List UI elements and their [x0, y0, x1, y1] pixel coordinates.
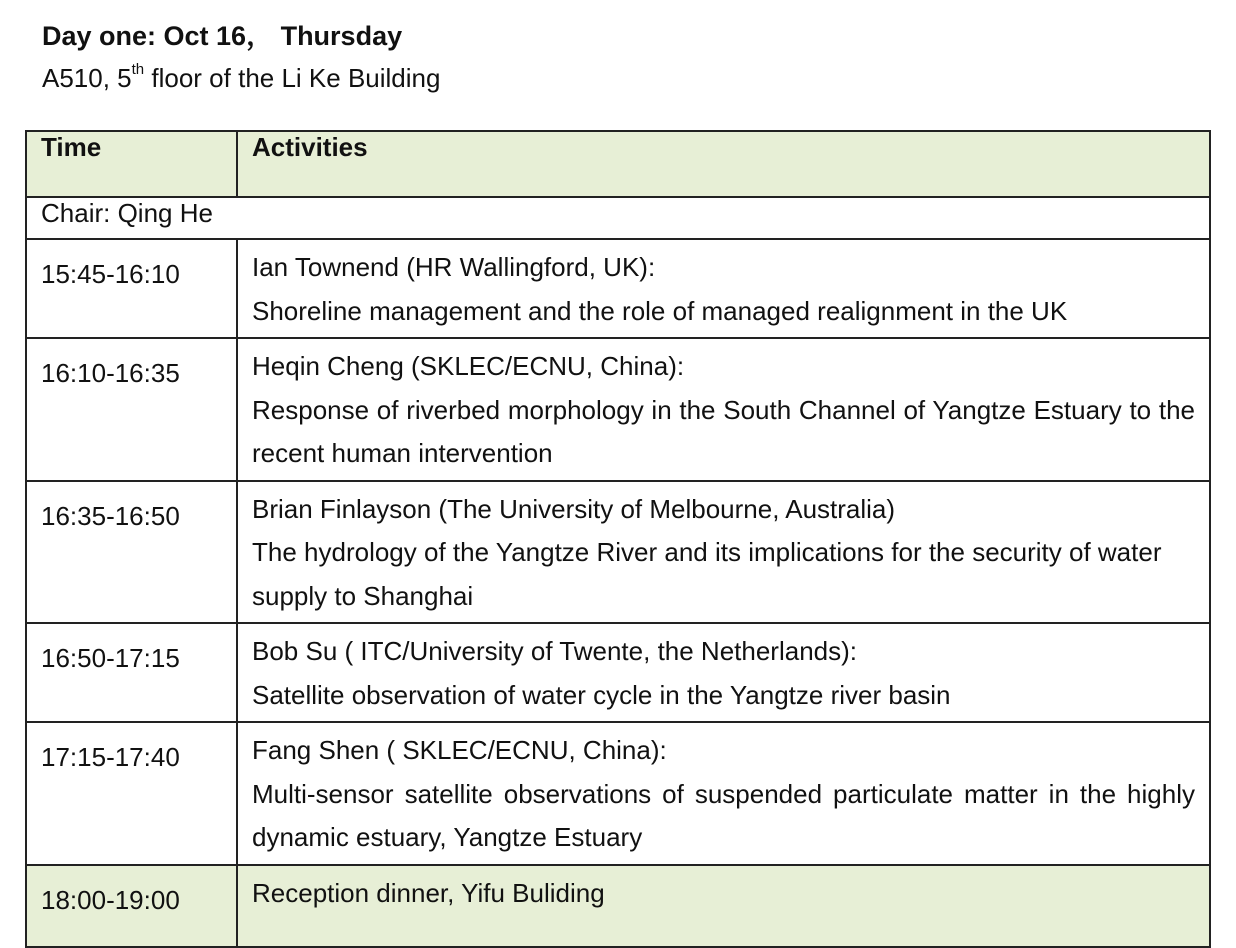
dinner-row	[26, 865, 1210, 947]
activity-cell	[237, 239, 1210, 338]
session-row	[26, 239, 1210, 338]
activity-cell	[237, 481, 1210, 624]
table-header-row	[26, 131, 1210, 197]
location-line	[42, 60, 440, 96]
dinner-time-cell: 18:00-19:00	[26, 865, 237, 947]
speaker-line: Heqin Cheng (SKLEC/ECNU, China):	[252, 351, 685, 381]
activities-column-header: Activities	[237, 131, 1210, 197]
session-row	[26, 722, 1210, 865]
schedule-header	[42, 18, 440, 96]
time-column-header: Time	[26, 131, 237, 197]
session-row	[26, 338, 1210, 481]
location-prefix: A510, 5	[42, 63, 132, 93]
activity-cell	[237, 623, 1210, 722]
activity-cell	[237, 722, 1210, 865]
activity-cell	[237, 338, 1210, 481]
speaker-line: Ian Townend (HR Wallingford, UK):	[252, 252, 656, 282]
time-cell: 15:45-16:10	[26, 239, 237, 338]
time-cell: 16:10-16:35	[26, 338, 237, 481]
speaker-line: Fang Shen ( SKLEC/ECNU, China):	[252, 735, 667, 765]
schedule-table	[25, 130, 1211, 948]
speaker-line: Bob Su ( ITC/University of Twente, the Netherlands):	[252, 636, 858, 666]
chair-cell: Chair: Qing He	[26, 197, 1210, 239]
talk-title: Multi-sensor satellite observations of suspended particulate matter in the highly dynamic estuary, Yangtze Estuary	[252, 778, 1195, 852]
session-row	[26, 481, 1210, 624]
location-superscript: th	[131, 61, 145, 78]
time-cell: 16:50-17:15	[26, 623, 237, 722]
session-row	[26, 623, 1210, 722]
talk-title: Shoreline management and the role of managed realignment in the UK	[252, 295, 1068, 326]
speaker-line: Brian Finlayson (The University of Melbourne, Australia)	[252, 493, 896, 524]
chair-row	[26, 197, 1210, 239]
time-cell: 16:35-16:50	[26, 481, 237, 624]
time-cell: 17:15-17:40	[26, 722, 237, 865]
talk-title: Satellite observation of water cycle in the Yangtze river basin	[252, 679, 951, 710]
talk-title: Response of riverbed morphology in the South Channel of Yangtze Estuary to the recent human intervention	[252, 394, 1195, 468]
talk-title: The hydrology of the Yangtze River and its implications for the security of water supply to Shanghai	[252, 537, 1162, 611]
day-title: Day one: Oct 16， Thursday	[42, 21, 403, 51]
dinner-activity-cell: Reception dinner, Yifu Buliding	[237, 865, 1210, 947]
location-suffix: floor of the Li Ke Building	[144, 63, 441, 93]
